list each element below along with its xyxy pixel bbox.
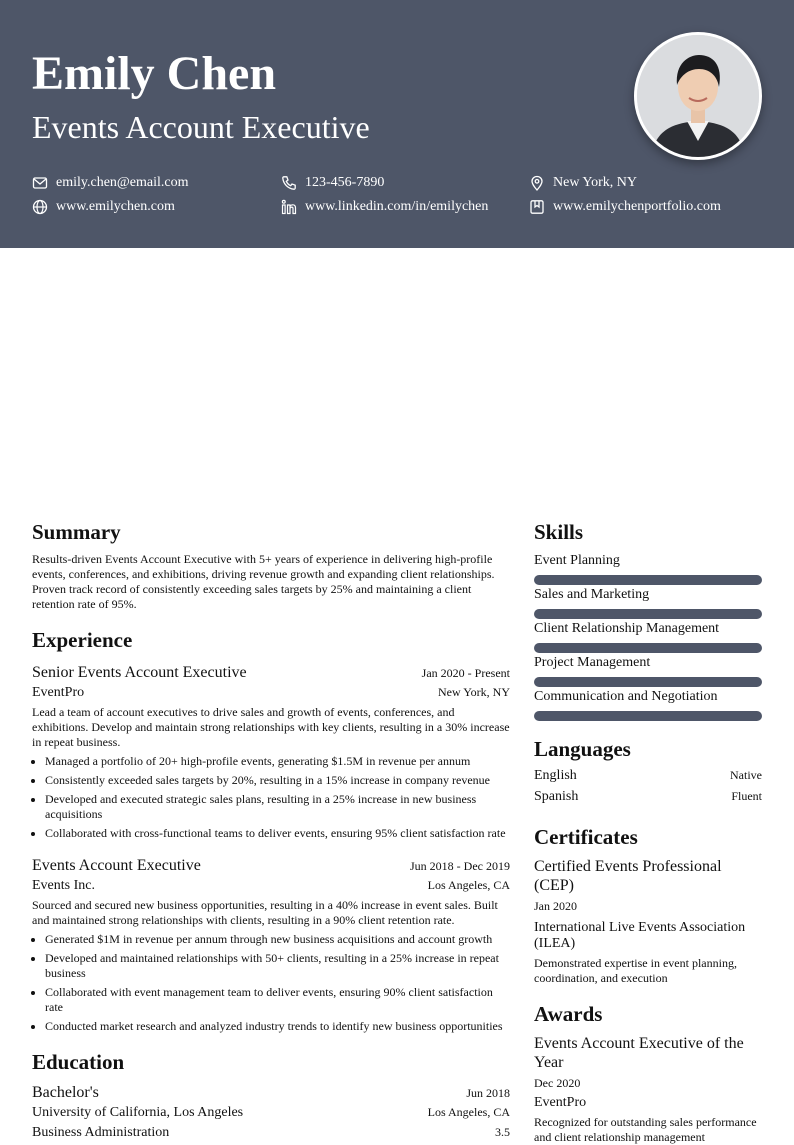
list-item: • Conducted market research and analyzed industry trends to identify new business opportunities [45,1019,510,1034]
awards-section [534,1000,762,1145]
job-title: Senior Events Account Executive [32,664,247,681]
skill-name: Communication and Negotiation [534,689,718,704]
experience-heading: Experience [32,628,133,652]
job-company: EventPro [32,685,85,700]
skill-name: Client Relationship Management [534,621,720,636]
certificates-heading: Certificates [534,825,638,849]
skill-item [534,654,762,687]
mail-icon [32,175,48,191]
summary-text: Results-driven Events Account Executive with 5+ years of experience in delivering high-profile events, conferences, and exhibitions, driving revenue growth and expanding client relationships. Proven track record of consistently exceeding sales targets by 25% and maintaining a client retention rate of 95%. [32,552,495,611]
skill-item [534,552,762,585]
languages-heading: Languages [534,737,631,761]
list-item: • Developed and executed strategic sales plans, resulting in a 25% increase in new business acquisitions [45,792,510,822]
left-column [32,518,510,1143]
certificates-section [534,823,762,986]
location-icon [529,175,545,191]
language-name: Spanish [534,789,579,804]
job-bullets [32,754,510,841]
resume-header [0,0,794,248]
skill-name: Event Planning [534,553,620,568]
person-silhouette-icon [637,35,759,157]
job-description: Lead a team of account executives to drive sales and growth of events, conferences, and exhibitions. Develop and maintain strong relationships with key clients, resulting in a 30% increase in repeat business. [32,705,510,749]
list-item: • Managed a portfolio of 20+ high-profile events, generating $1.5M in revenue per annum [45,754,510,769]
phone-text: 123-456-7890 [305,175,385,190]
school: University of California, Los Angeles [32,1105,244,1120]
award-title: Events Account Executive of the Year [534,1035,744,1071]
linkedin-icon [281,199,297,215]
skill-bar [534,711,762,721]
certificate-date: Jan 2020 [534,899,577,913]
contact-location [529,172,637,194]
linkedin-text: www.linkedin.com/in/emilychen [305,199,489,214]
contact-portfolio[interactable] [529,196,721,218]
skills-heading: Skills [534,520,584,544]
education-section [32,1048,510,1143]
skill-bar [534,643,762,653]
skills-section [534,518,762,721]
languages-section [534,735,762,807]
contact-website[interactable] [32,196,175,218]
job-company: Events Inc. [32,878,95,893]
profile-photo [634,32,762,160]
job-entry [32,855,510,1034]
email-text: emily.chen@email.com [56,175,189,190]
contact-phone[interactable] [281,172,384,194]
portfolio-text: www.emilychenportfolio.com [553,199,721,214]
skill-item [534,620,762,653]
job-location: Los Angeles, CA [427,878,510,892]
language-item [534,786,762,807]
certificate-title: Certified Events Professional (CEP) [534,858,722,894]
language-item [534,765,762,786]
globe-icon [32,199,48,215]
list-item: • Generated $1M in revenue per annum through new business acquisitions and account growth [45,932,510,947]
list-item: • Developed and maintained relationships with 50+ clients, resulting in a 25% increase in repeat business [45,951,510,981]
experience-section [32,626,510,1034]
right-column [534,518,762,1145]
education-location: Los Angeles, CA [427,1105,510,1119]
skill-name: Project Management [534,655,651,670]
contact-linkedin[interactable] [281,196,488,218]
summary-section [32,518,510,612]
list-item: • Collaborated with event management team to deliver events, ensuring 90% client satisfaction rate [45,985,510,1015]
job-dates: Jun 2018 - Dec 2019 [410,859,510,873]
job-entry [32,662,510,841]
award-organization: EventPro [534,1095,587,1110]
job-title: Events Account Executive [32,857,201,874]
summary-heading: Summary [32,520,121,544]
skill-bar [534,609,762,619]
phone-icon [281,175,297,191]
language-name: English [534,768,577,783]
education-date: Jun 2018 [466,1086,510,1100]
award-date: Dec 2020 [534,1076,581,1090]
job-location: New York, NY [437,685,510,699]
certificate-title: International Live Events Association (ILEA) [534,920,746,951]
candidate-name: Emily Chen [32,47,277,100]
candidate-title: Events Account Executive [32,109,370,145]
education-heading: Education [32,1050,125,1074]
skill-item [534,688,762,721]
contact-email[interactable] [32,172,189,194]
skill-bar [534,677,762,687]
gpa: 3.5 [495,1125,510,1139]
website-text: www.emilychen.com [56,199,175,214]
awards-heading: Awards [534,1002,603,1026]
job-bullets [32,932,510,1034]
skill-name: Sales and Marketing [534,587,650,602]
award-description: Recognized for outstanding sales performance and client relationship management [534,1115,757,1144]
language-level: Fluent [731,789,762,803]
list-item: • Consistently exceeded sales targets by 20%, resulting in a 15% increase in company revenue [45,773,510,788]
portfolio-icon [529,199,545,215]
field-of-study: Business Administration [32,1125,170,1140]
job-description: Sourced and secured new business opportunities, resulting in a 40% increase in event sales. Built and maintained strong relationships with clients, resulting in a 90% client retention rate. [32,898,498,927]
skill-item [534,586,762,619]
degree: Bachelor's [32,1084,99,1101]
skill-bar [534,575,762,585]
list-item: • Collaborated with cross-functional teams to deliver events, ensuring 95% client satisfaction rate [45,826,510,841]
certificate-description: Demonstrated expertise in event planning, coordination, and execution [534,956,737,985]
language-level: Native [730,768,762,782]
location-text: New York, NY [553,175,638,190]
job-dates: Jan 2020 - Present [421,666,510,680]
